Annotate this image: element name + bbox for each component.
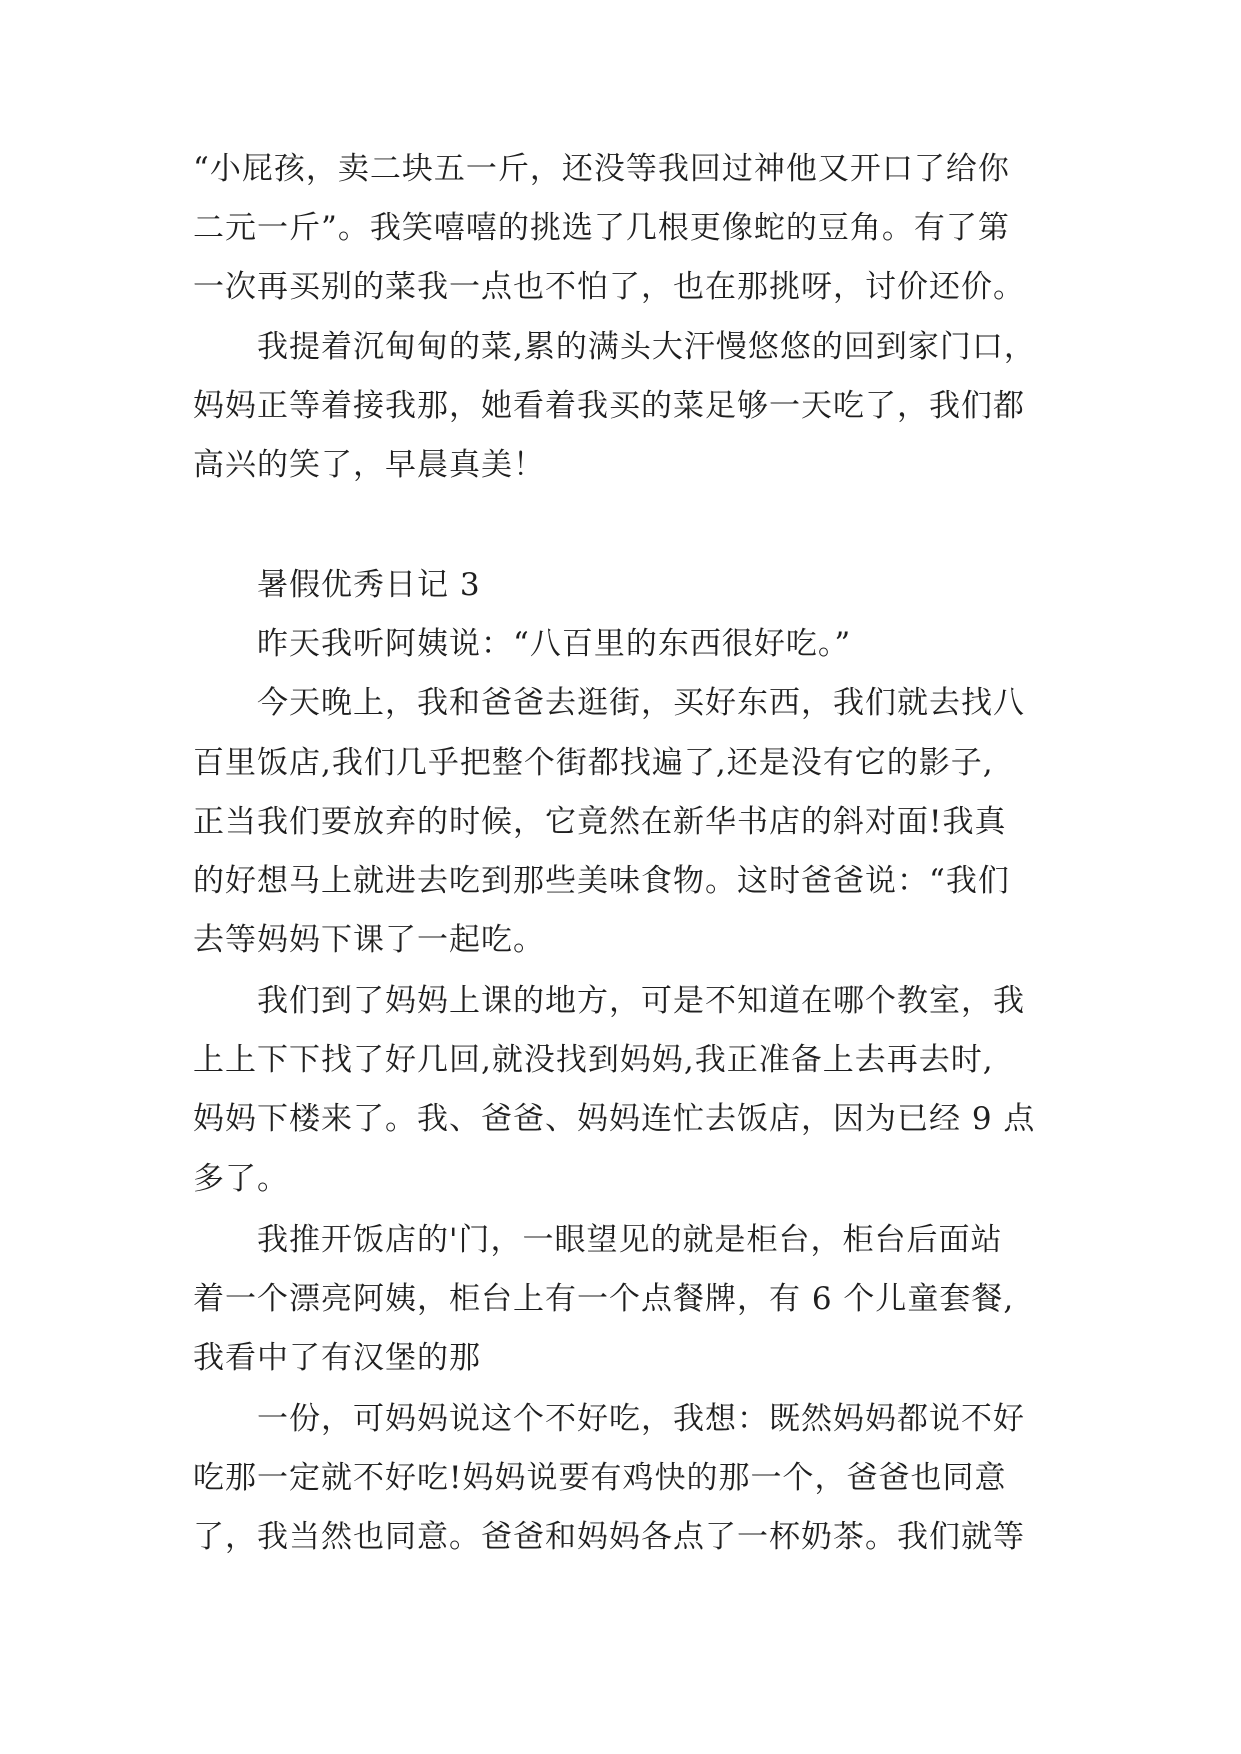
section-heading: 暑假优秀日记 3 (257, 567, 481, 603)
paragraph-line: “小屁孩，卖二块五一斤，还没等我回过神他又开口了给你 (193, 151, 1010, 187)
paragraph-line: 我们到了妈妈上课的地方，可是不知道在哪个教室，我 (257, 983, 1025, 1019)
paragraph-line: 我提着沉甸甸的菜,累的满头大汗慢悠悠的回到家门口， (257, 329, 1036, 365)
paragraph-line: 今天晚上，我和爸爸去逛街，买好东西，我们就去找八 (257, 685, 1025, 721)
paragraph-line: 了，我当然也同意。爸爸和妈妈各点了一杯奶茶。我们就等 (193, 1519, 1025, 1555)
paragraph-line: 着一个漂亮阿姨，柜台上有一个点餐牌，有 6 个儿童套餐, (193, 1281, 1015, 1317)
paragraph-line: 吃那一定就不好吃!妈妈说要有鸡快的那一个，爸爸也同意 (193, 1460, 1007, 1496)
paragraph-line: 一份，可妈妈说这个不好吃，我想：既然妈妈都说不好 (257, 1401, 1025, 1437)
paragraph-line: 正当我们要放弃的时候，它竟然在新华书店的斜对面!我真 (193, 804, 1007, 840)
paragraph-line: 多了。 (193, 1161, 289, 1197)
paragraph-line: 一次再买别的菜我一点也不怕了，也在那挑呀，讨价还价。 (193, 269, 1025, 305)
paragraph-line: 的好想马上就进去吃到那些美味食物。这时爸爸说：“我们 (193, 863, 1010, 899)
paragraph-line: 昨天我听阿姨说：“八百里的东西很好吃。” (257, 626, 852, 662)
paragraph-line: 妈妈正等着接我那，她看着我买的菜足够一天吃了，我们都 (193, 388, 1025, 424)
paragraph-line: 我看中了有汉堡的那 (193, 1340, 481, 1376)
paragraph-line: 妈妈下楼来了。我、爸爸、妈妈连忙去饭店，因为已经 9 点 (193, 1101, 1036, 1137)
paragraph-line: 上上下下找了好几回,就没找到妈妈,我正准备上去再去时, (193, 1042, 994, 1078)
paragraph-line: 我推开饭店的'门，一眼望见的就是柜台，柜台后面站 (257, 1222, 1003, 1258)
paragraph-line: 二元一斤”。我笑嘻嘻的挑选了几根更像蛇的豆角。有了第 (193, 210, 1010, 246)
paragraph-line: 去等妈妈下课了一起吃。 (193, 922, 545, 958)
paragraph-line: 百里饭店,我们几乎把整个街都找遍了,还是没有它的影子, (193, 745, 994, 781)
paragraph-line: 高兴的笑了，早晨真美！ (193, 447, 545, 483)
